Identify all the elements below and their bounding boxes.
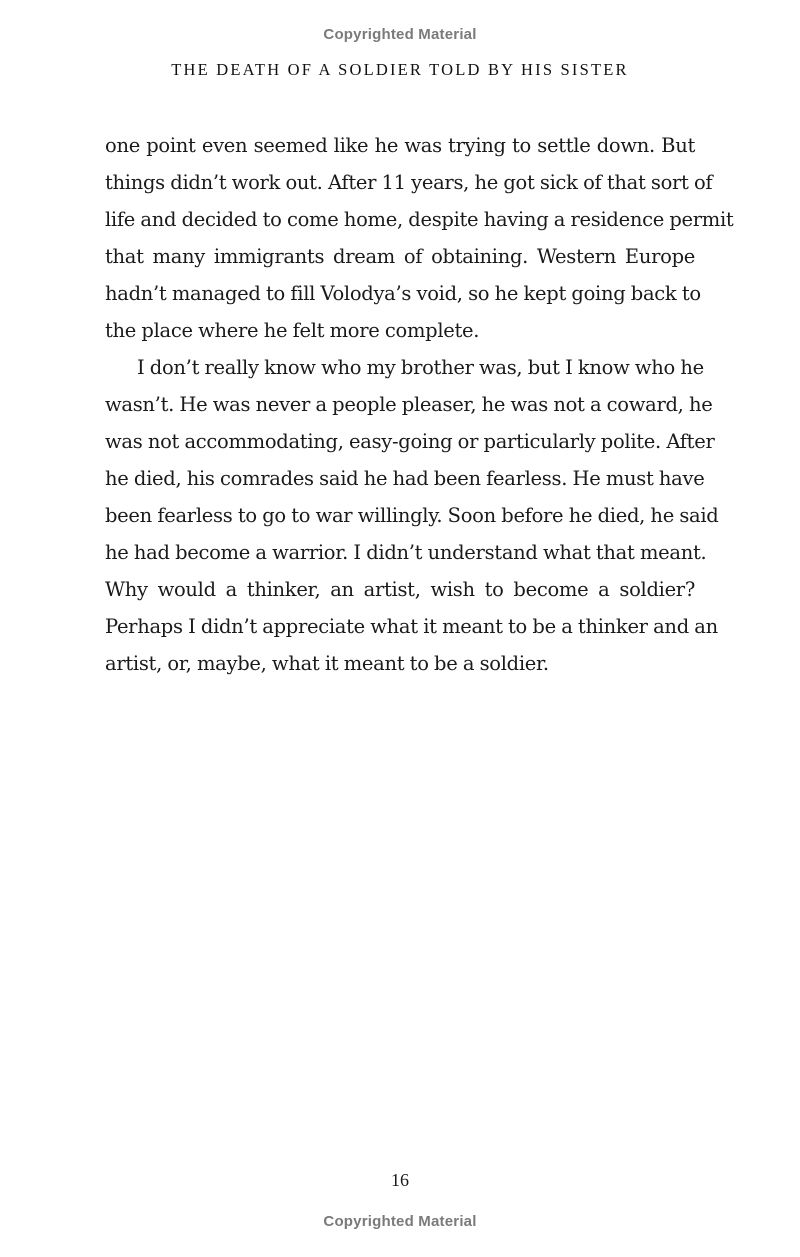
text-line: one point even seemed like he was trying to settle down. But: [105, 134, 695, 157]
text-line: wasn’t. He was never a people pleaser, he was not a coward, he: [105, 393, 713, 416]
page-number: 16: [391, 1170, 409, 1190]
text-line: Perhaps I didn’t appreciate what it meant to be a thinker and an: [105, 615, 718, 638]
text-line: I don’t really know who my brother was, but I know who he: [137, 356, 704, 379]
text-line: the place where he felt more complete.: [105, 319, 480, 342]
text-line: hadn’t managed to fill Volodya’s void, so he kept going back to: [105, 282, 701, 305]
paragraph-1: [105, 127, 734, 349]
running-head: THE DEATH OF A SOLDIER TOLD BY HIS SISTER: [171, 60, 629, 79]
paragraph-2: [105, 349, 719, 682]
text-line: that many immigrants dream of obtaining. Western Europe: [105, 245, 695, 268]
copyright-notice-bottom: Copyrighted Material: [323, 1213, 477, 1230]
text-line: he had become a warrior. I didn’t understand what that meant.: [105, 541, 707, 564]
text-line: life and decided to come home, despite having a residence permit: [105, 208, 734, 231]
text-line: artist, or, maybe, what it meant to be a soldier.: [105, 652, 549, 675]
text-line: was not accommodating, easy-going or particularly polite. After: [105, 430, 715, 453]
copyright-notice-top: Copyrighted Material: [323, 26, 477, 43]
text-line: Why would a thinker, an artist, wish to become a soldier?: [105, 578, 695, 601]
text-line: he died, his comrades said he had been fearless. He must have: [105, 467, 705, 490]
body-text: [105, 127, 734, 682]
text-line: things didn’t work out. After 11 years, he got sick of that sort of: [105, 171, 713, 194]
text-line: been fearless to go to war willingly. Soon before he died, he said: [105, 504, 719, 527]
